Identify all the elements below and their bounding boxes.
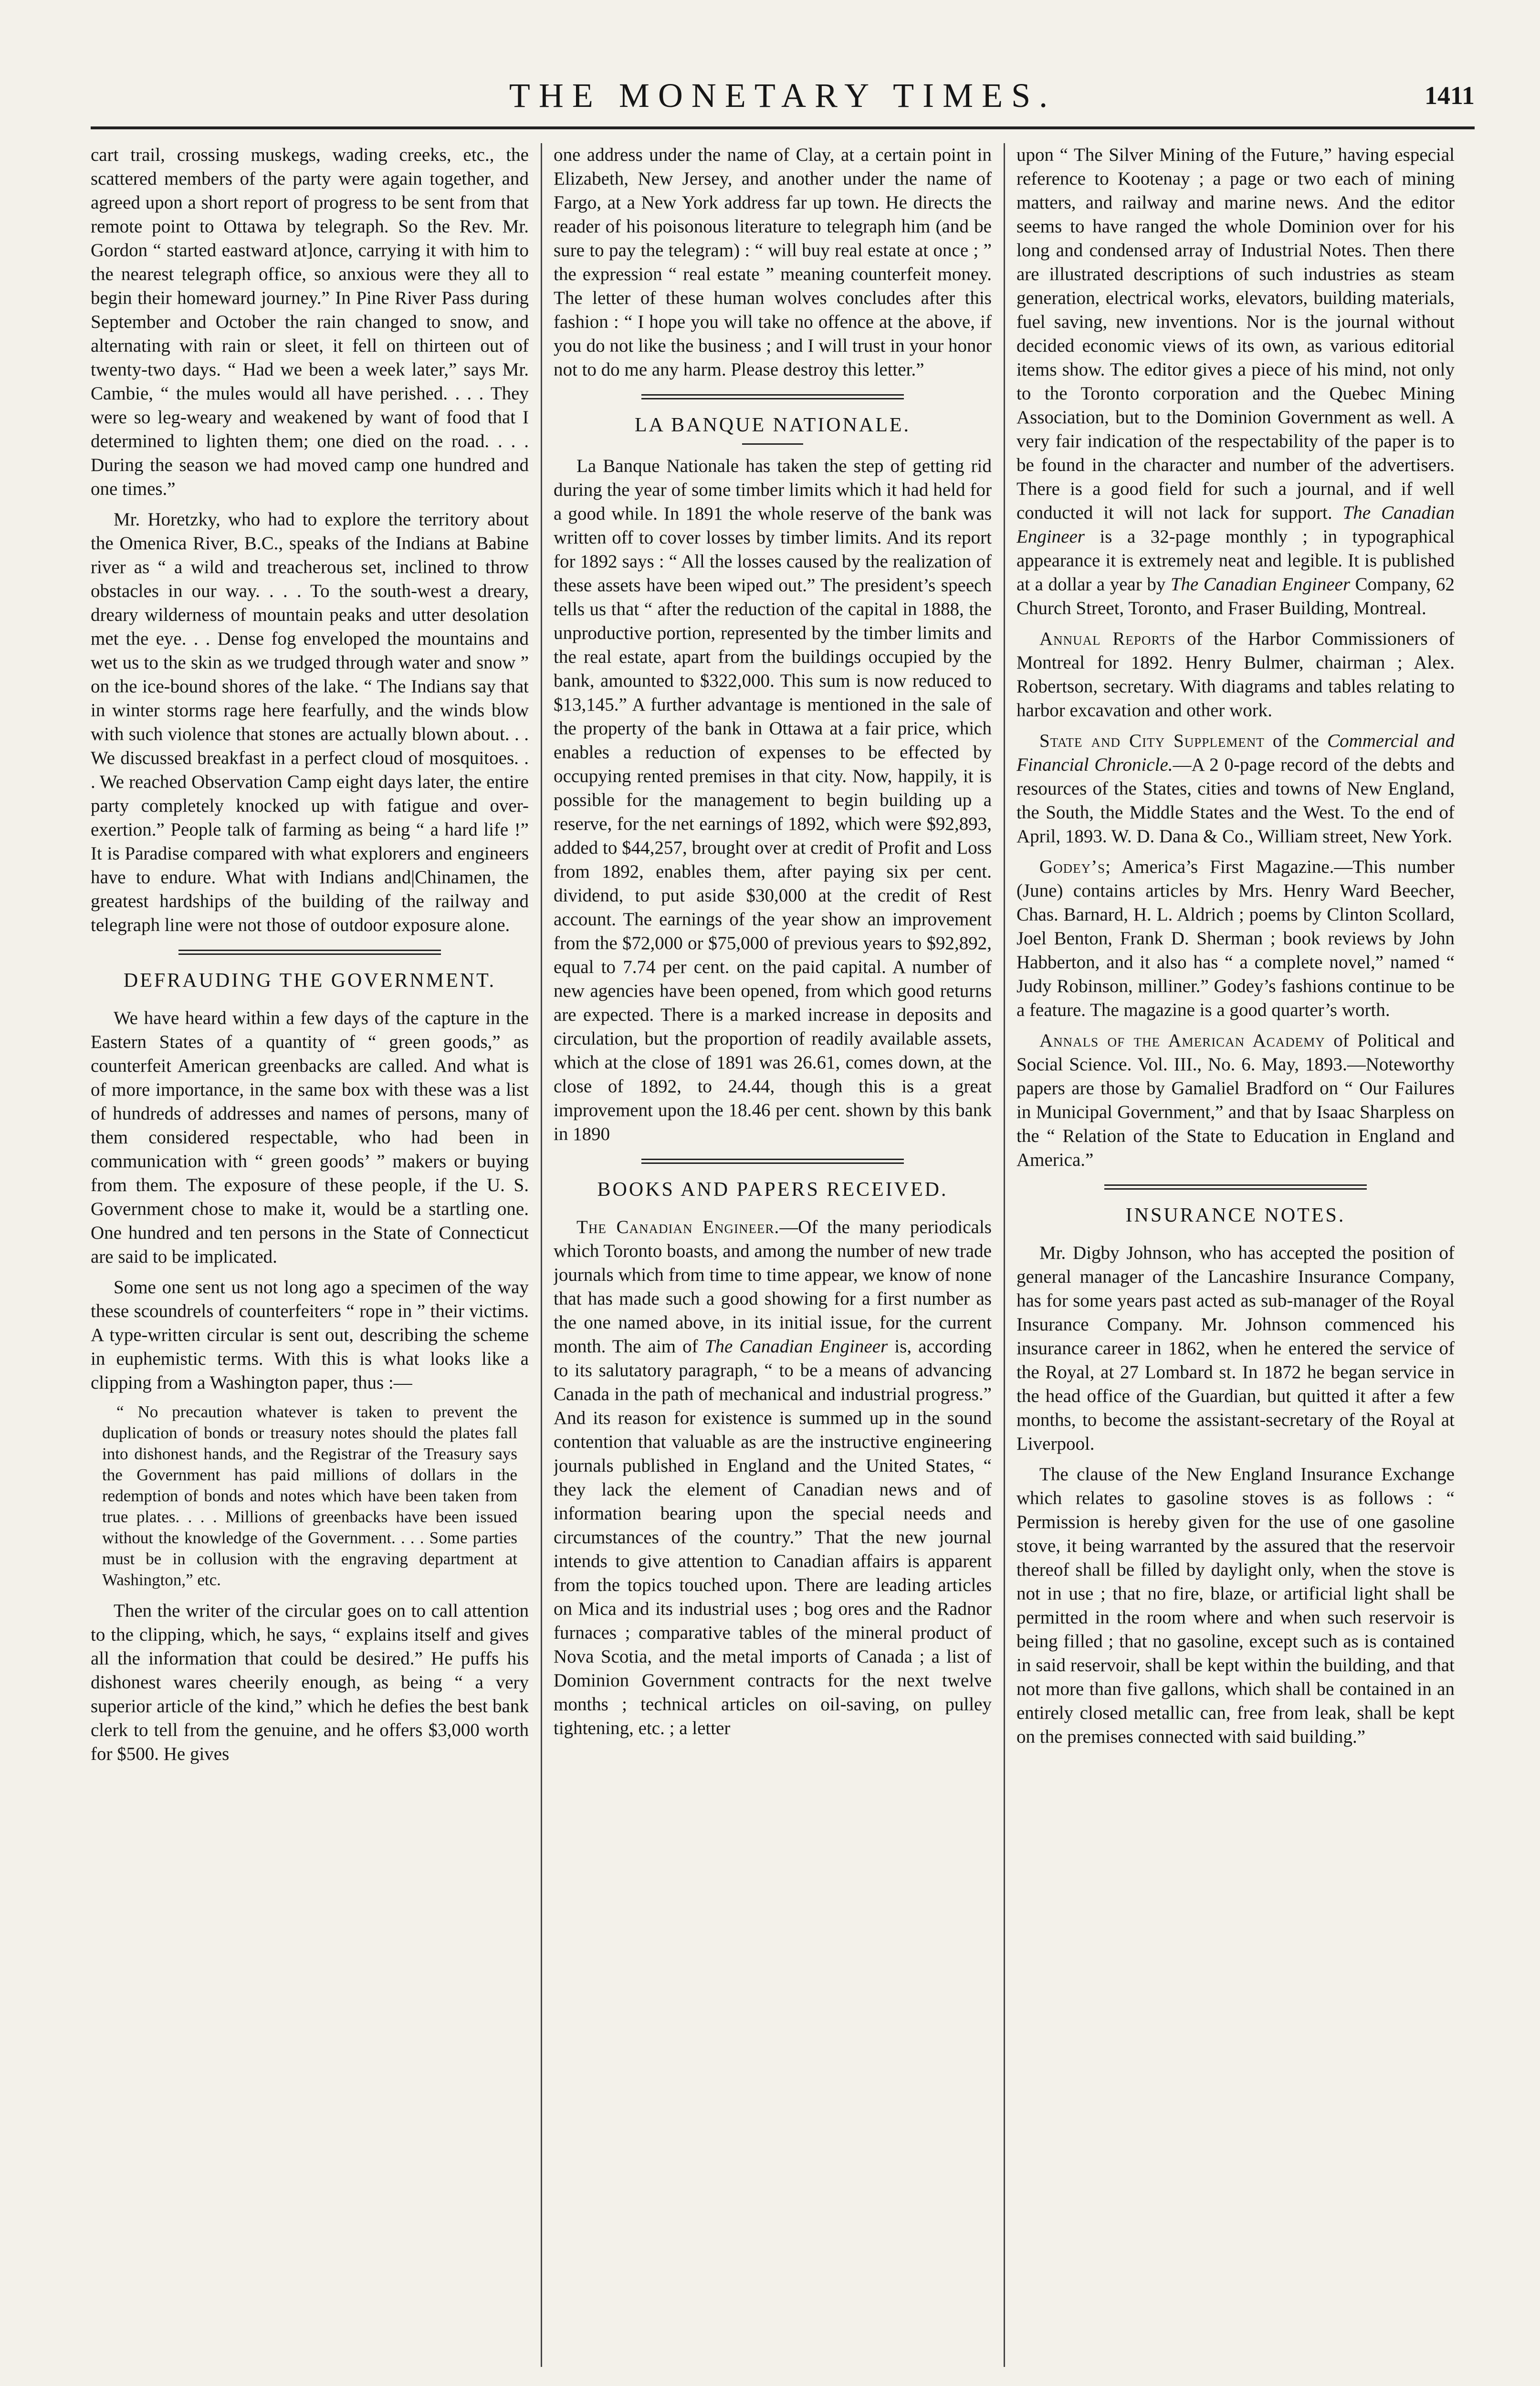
item-lead: The Canadian Engineer.	[576, 1217, 780, 1237]
item-lead: Godey’s	[1039, 857, 1106, 877]
item-lead: Annual Reports	[1039, 628, 1176, 649]
column-3	[1016, 143, 1455, 2367]
heading-defrauding: DEFRAUDING THE GOVERNMENT.	[123, 970, 496, 992]
item-title: The Canadian Engineer	[1016, 502, 1455, 547]
heading-books-papers: BOOKS AND PAPERS RECEIVED.	[597, 1179, 948, 1201]
column-divider-1	[541, 143, 542, 2367]
paragraph-green-goods: We have heard within a few days of the capture in the Eastern States of a quantity of “ green goods,” as counterfeit American greenbacks are called. And what is of more importance, in the same box with these was a list of hundreds of addresses and names of persons, many of them considered respectable, who had been in communication with “ green goods’ ” makers or buying from them. The exposure of these people, if the U. S. Government chose to make it, would be a startling one. One hundred and ten persons in the State of Connecticut are said to be implicated.	[91, 1008, 529, 1267]
item-text: of the	[1264, 731, 1328, 751]
paragraph-horetzky: Mr. Horetzky, who had to explore the territory about the Omenica River, B.C., speaks of the Indians at Babine river as “ a wild and treacherous set, inclined to throw obstacles in our way. . . . To the south-west a dreary, dreary wilderness of mountain peaks and utter desolation met the eye. . . Dense fog enveloped the mountains and wet us to the skin as we trudged through water and snow ” on the ice-bound shores of the lake. “ The Indians say that in winter storms rage here fearfully, and the winds blow with such violence that stones are actually blown about. . . We discussed breakfast in a perfect cloud of mosquitoes. . . We reached Observation Camp eight days later, the entire party completely knocked up with fatigue and over-exertion.” People talk of farming as being “ a hard life !” It is Paradise compared with what explorers and engineers have to endure. What with Indians and|Chinamen, the greatest hardships of the building of the railway and telegraph line were not those of outdoor exposure alone.	[91, 509, 529, 935]
column-2	[554, 143, 992, 2367]
page-number: 1411	[1424, 81, 1475, 110]
heading-banque-nationale: LA BANQUE NATIONALE.	[634, 414, 911, 436]
header-rule	[91, 126, 1475, 129]
paragraph-canadian-engineer	[554, 1215, 992, 1740]
section-divider	[178, 950, 441, 955]
item-text: Company, 62 Church Street, Toronto, and Fraser Building, Montreal.	[1016, 574, 1455, 618]
item-text: ; America’s First Magazine.—This number (June) contains articles by Mrs. Henry Ward Beecher, Chas. Barnard, H. L. Aldrich ; poems by Clinton Scollard, Joel Benton, Frank D. Sherman ; book reviews by John Habberton, and it also has “ a complete novel,” named “ Judy Robinson, milliner.” Godey’s fashions continue to be a feature. The magazine is a good quarter’s worth.	[1016, 857, 1455, 1020]
section-divider	[641, 1159, 904, 1164]
item-text: is, according to its salutatory paragraph, “ to be a means of advancing Canada in the path of mechanical and industrial progress.” And its reason for existence is summed up in the sound contention that valuable as are the instructive engineering journals published in England and the United States, “ they lack the element of Canadian news and of information bearing upon the special needs and circumstances of the country.” That the new journal intends to give attention to Canadian affairs is apparent from the topics touched upon. There are leading articles on Mica and its industrial uses ; bog ores and the Radnor furnaces ; comparative tables of the mineral product of Nova Scotia, and the metal imports of Canada ; a list of Dominion Government contracts for the next twelve months ; technical articles on oil-saving, on pulley tightening, etc. ; a letter	[554, 1336, 992, 1738]
item-title: The Canadian Engineer	[704, 1336, 888, 1357]
paragraph-annual-reports	[1016, 627, 1455, 722]
paragraph-specimen: Some one sent us not long ago a specimen of the way these scoundrels of counterfeiters “ rope in ” their victims. A type-written circular is sent out, describing the scheme in euphemistic terms. With this is what looks like a clipping from a Washington paper, thus :—	[91, 1277, 529, 1393]
quote-clipping: “ No precaution whatever is taken to prevent the duplication of bonds or treasury notes should the plates fall into dishonest hands, and the Registrar of the Treasury says the Government has paid millions of dollars in the redemption of bonds and notes which have been taken from true plates. . . . Millions of greenbacks have been issued without the knowledge of the Government. . . . Some parties must be in collusion with the engraving department at Washington,” etc.	[102, 1402, 517, 1589]
item-title: Commercial and Financial Chronicle.	[1016, 731, 1455, 775]
item-text: of Political and Social Science. Vol. III., No. 6. May, 1893.—Noteworthy papers are those by Gamaliel Bradford on “ Our Failures in Municipal Government,” and that by Isaac Sharpless on the “ Relation of the State to Education in England and America.”	[1016, 1030, 1455, 1170]
item-lead: State and City Supplement	[1039, 731, 1265, 751]
paragraph-engineer-continued	[1016, 143, 1455, 620]
paragraph-digby-johnson: Mr. Digby Johnson, who has accepted the position of general manager of the Lancashire Insurance Company, has for some years past acted as sub-manager of the Royal Insurance Company. Mr. Johnson commenced his insurance career in 1862, when he entered the service of the Royal, at 27 Lombard st. In 1872 he began service in the head office of the Guardian, but quitted it after a few months, to become the assistant-secretary of the Royal at Liverpool.	[1016, 1243, 1455, 1454]
section-divider	[641, 394, 904, 399]
paragraph-survey-continued: cart trail, crossing muskegs, wading creeks, etc., the scattered members of the party were again together, and agreed upon a short report of progress to be sent from that remote point to Ottawa by telegraph. So the Rev. Mr. Gordon “ started eastward at]once, carrying it with him to the nearest telegraph office, so anxious were they all to begin their homeward journey.” In Pine River Pass during September and October the rain changed to snow, and alternating with rain or sleet, it fell on thirteen out of twenty-two days. “ Had we been a week later,” says Mr. Cambie, “ the mules would all have perished. . . . They were so leg-weary and weakened by want of food that I determined to lighten them; one died on the road. . . . During the season we had moved camp one hundred and one times.”	[91, 145, 529, 499]
paragraph-circular: Then the writer of the circular goes on to call attention to the clipping, which, he says, “ explains itself and gives all the information that could be desired.” He puffs his dishonest wares cheerily enough, as being “ a very superior article of the kind,” which he defies the best bank clerk to tell from the genuine, and he offers $3,000 worth for $500. He gives	[91, 1601, 529, 1764]
paragraph-addresses: one address under the name of Clay, at a certain point in Elizabeth, New Jersey, and another under the name of Fargo, at a New York address far up town. He directs the reader of his poisonous literature to telegraph him (and be sure to pay the telegram) : “ will buy real estate at once ; ” the expression “ real estate ” meaning counterfeit money. The letter of these human wolves concludes after this fashion : “ I hope you will take no offence at the above, if you do not like the business ; and I will trust in your honor not to do me any harm. Please destroy this letter.”	[554, 145, 992, 380]
item-text: is a 32-page monthly ; in typographical appearance it is extremely neat and legible. It is published at a dollar a year by	[1016, 526, 1455, 595]
item-lead: Annals of the American Academy	[1039, 1030, 1325, 1051]
masthead-title: THE MONETARY TIMES.	[509, 76, 1057, 115]
paragraph-state-city-supplement	[1016, 729, 1455, 848]
paragraph-banque: La Banque Nationale has taken the step of getting rid during the year of some timber limits which it had held for a good while. In 1891 the whole reserve of the bank was written off to cover losses by timber limits. And its report for 1892 says : “ All the losses caused by the realization of these assets have been wiped out.” The president’s speech tells us that “ after the reduction of the capital in 1888, the unproductive portion, represented by the timber limits and the real estate, apart from the buildings occupied by the bank, amounted to $322,000. This sum is now reduced to $13,145.” A further advantage is mentioned in the sale of the property of the bank in Ottawa at a fair price, which enables a reduction of expenses to be effected by occupying rented premises in that city. Now, happily, it is possible for the management to begin building up a reserve, for the net earnings of 1892, which were $92,893, added to $44,257, brought over at credit of Profit and Loss from 1892, enables them, after paying six per cent. dividend, to put aside $30,000 at the credit of Rest account. The earnings of the year show an improvement from the $72,000 or $75,000 of previous years to $92,892, equal to 7.74 per cent. on the paid capital. A number of new agencies have been opened, from which good returns are expected. There is a marked increase in deposits and circulation, but the proportion of readily available assets, which at the close of 1891 was 26.61, comes down, at the close of 1892, to 24.44, though this is a great improvement upon the 18.46 per cent. shown by this bank in 1890	[554, 456, 992, 1144]
item-title: The Canadian Engineer	[1170, 574, 1351, 595]
item-text: —A 2 0-page record of the debts and resources of the States, cities and towns of New England, the South, the Middle States and the West. To the end of April, 1893. W. D. Dana & Co., William street, New York.	[1016, 754, 1455, 847]
paragraph-annals	[1016, 1029, 1455, 1172]
column-divider-2	[1004, 143, 1005, 2367]
paragraph-godeys	[1016, 855, 1455, 1022]
page-header	[91, 72, 1475, 119]
section-divider	[1104, 1184, 1367, 1190]
heading-underline	[742, 443, 804, 445]
item-text: —Of the many periodicals which Toronto boasts, and among the number of new trade journals which from time to time appear, we know of none that has made such a good showing for a first number as the one named above, in its initial issue, for the current month. The aim of	[554, 1217, 992, 1357]
item-text: upon “ The Silver Mining of the Future,” having especial reference to Kootenay ; a page or two each of mining matters, and railway and marine news. And the editor seems to have ranged the whole Dominion over for his long and condensed array of Industrial Notes. Then there are illustrated descriptions of such industries as steam generation, electrical works, elevators, building materials, fuel saving, new inventions. Nor is the journal without decided economic views of its own, as various editorial items show. The editor gives a piece of his mind, not only to the Toronto corporation and the Quebec Mining Association, but to the Dominion Government as well. A very fair indication of the respectability of the paper is to be found in the character and number of the advertisers. There is a good field for such a journal, and if well conducted it will not lack for support.	[1016, 145, 1455, 523]
item-text: of the Harbor Commissioners of Montreal for 1892. Henry Bulmer, chairman ; Alex. Robertson, secretary. With diagrams and tables relating to harbor excavation and other work.	[1016, 628, 1455, 721]
paragraph-gasoline-stoves: The clause of the New England Insurance Exchange which relates to gasoline stoves is as follows : “ Permission is hereby given for the use of one gasoline stove, it being warranted by the assured that the reservoir thereof shall be filled by daylight only, when the stove is not in use ; that no fire, blaze, or artificial light shall be permitted in the room where and when such reservoir is being filled ; that no gasoline, except such as is contained in said reservoir, shall be kept within the building, and that not more than five gallons, which shall be contained in an entirely closed metallic can, free from leak, shall be kept on the premises connected with said building.”	[1016, 1464, 1455, 1747]
heading-insurance-notes: INSURANCE NOTES.	[1125, 1204, 1346, 1226]
column-1	[91, 143, 529, 2367]
